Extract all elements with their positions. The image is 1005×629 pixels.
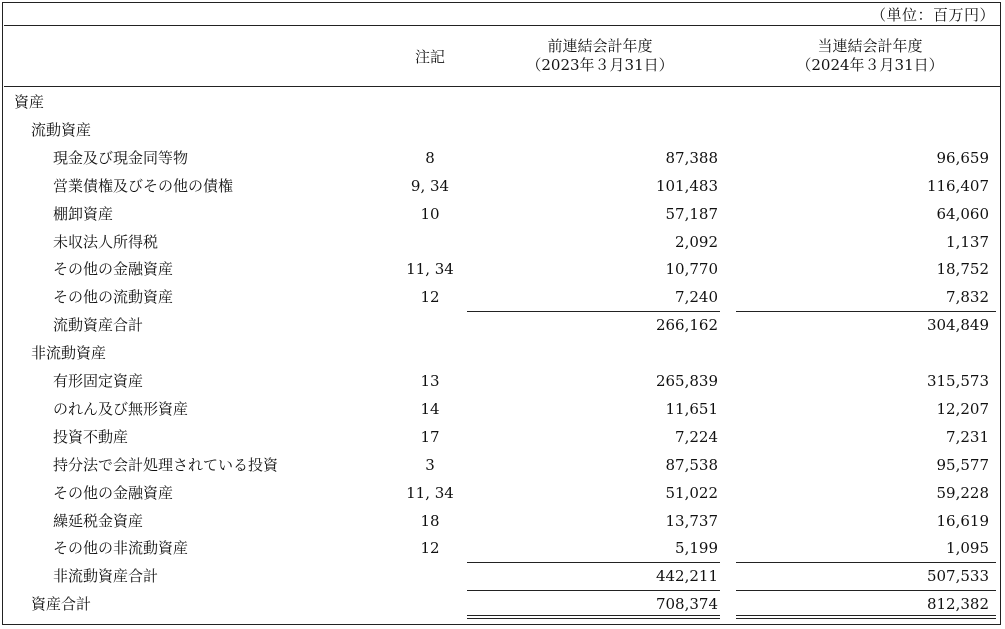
row-label: その他の非流動資産	[53, 539, 189, 558]
header-bottom-rule	[4, 86, 1001, 87]
row-prev-value: 87,388	[665, 148, 718, 167]
table-row	[0, 283, 1001, 311]
table-row	[0, 562, 1001, 590]
row-note: 11, 34	[406, 483, 454, 502]
row-label: 現金及び現金同等物	[53, 148, 189, 167]
row-curr-value: 64,060	[936, 204, 989, 223]
table-row	[0, 590, 1001, 618]
header-note: 注記	[414, 48, 445, 66]
table-row	[0, 88, 1001, 116]
table-row	[0, 534, 1001, 562]
table-row	[0, 479, 1001, 507]
row-label: その他の金融資産	[53, 260, 174, 279]
row-prev-value: 266,162	[655, 316, 718, 335]
table-row	[0, 395, 1001, 423]
total-assets-rule-prev	[467, 590, 720, 591]
row-curr-value: 7,231	[946, 427, 989, 446]
table-row	[0, 144, 1001, 172]
row-curr-value: 16,619	[936, 511, 989, 530]
row-note: 13	[420, 372, 440, 390]
total-assets-rule-curr	[736, 590, 996, 591]
row-curr-value: 1,095	[946, 539, 989, 558]
table-row	[0, 200, 1001, 228]
row-curr-value: 12,207	[936, 399, 989, 418]
row-note: 9, 34	[410, 176, 450, 195]
current-assets-subtotal-rule-prev	[467, 311, 720, 312]
row-label: 資産	[14, 93, 45, 111]
row-prev-value: 2,092	[675, 232, 718, 251]
row-note: 8	[425, 148, 435, 167]
table-row	[0, 339, 1001, 367]
table-row	[0, 507, 1001, 535]
row-prev-value: 87,538	[665, 455, 718, 474]
total-assets-double-rule-b-prev	[467, 618, 720, 619]
header-curr-title: 当連結会計年度	[817, 37, 923, 55]
table-row	[0, 311, 1001, 339]
table-row	[0, 116, 1001, 144]
row-label: 資産合計	[31, 595, 92, 614]
header-curr-date: （2024年３月31日）	[796, 56, 944, 74]
table-row	[0, 367, 1001, 395]
row-curr-value: 507,533	[926, 567, 989, 586]
row-curr-value: 812,382	[926, 595, 989, 614]
row-prev-value: 51,022	[665, 483, 718, 502]
row-note: 17	[420, 427, 440, 446]
row-prev-value: 7,240	[675, 288, 718, 307]
row-prev-value: 708,374	[655, 595, 718, 614]
row-curr-value: 7,832	[946, 288, 989, 307]
table-row	[0, 255, 1001, 283]
header-prev-title: 前連結会計年度	[547, 37, 653, 55]
row-label: その他の金融資産	[53, 483, 174, 502]
row-curr-value: 315,573	[926, 372, 989, 390]
table-row	[0, 423, 1001, 451]
row-prev-value: 5,199	[675, 539, 718, 558]
row-label: 繰延税金資産	[53, 511, 144, 530]
row-label: 非流動資産	[31, 344, 107, 363]
row-label: 未収法人所得税	[53, 232, 159, 251]
row-note: 10	[420, 204, 440, 223]
row-prev-value: 101,483	[655, 176, 718, 195]
row-prev-value: 11,651	[665, 399, 718, 418]
row-note: 3	[425, 455, 435, 474]
row-label: 非流動資産合計	[53, 567, 159, 586]
row-label: 投資不動産	[53, 427, 129, 446]
row-prev-value: 7,224	[675, 427, 718, 446]
row-label: その他の流動資産	[53, 288, 174, 307]
noncurrent-assets-subtotal-rule-prev	[467, 562, 720, 563]
total-assets-double-rule-a-prev	[467, 615, 720, 616]
header-prev-year	[480, 37, 720, 75]
row-label: 持分法で会計処理されている投資	[53, 455, 279, 474]
table-row	[0, 451, 1001, 479]
row-curr-value: 18,752	[936, 260, 989, 279]
row-prev-value: 265,839	[655, 372, 718, 390]
row-label: 棚卸資産	[53, 204, 114, 223]
row-curr-value: 96,659	[936, 148, 989, 167]
noncurrent-assets-subtotal-rule-curr	[736, 562, 996, 563]
row-label: 有形固定資産	[53, 372, 144, 390]
row-curr-value: 95,577	[936, 455, 989, 474]
row-curr-value: 116,407	[926, 176, 989, 195]
current-assets-subtotal-rule-curr	[736, 311, 996, 312]
row-note: 12	[420, 288, 440, 307]
row-prev-value: 10,770	[665, 260, 718, 279]
row-note: 11, 34	[406, 260, 454, 279]
row-prev-value: 13,737	[665, 511, 718, 530]
row-label: 流動資産合計	[53, 316, 144, 335]
header-curr-year	[750, 37, 990, 75]
unit-label: （単位：百万円）	[870, 6, 995, 24]
row-note: 12	[420, 539, 440, 558]
row-prev-value: 442,211	[655, 567, 718, 586]
total-assets-double-rule-a-curr	[736, 615, 996, 616]
table-row	[0, 228, 1001, 256]
row-note: 14	[420, 399, 440, 418]
table-row	[0, 172, 1001, 200]
row-curr-value: 1,137	[946, 232, 989, 251]
total-assets-double-rule-b-curr	[736, 618, 996, 619]
header-top-rule	[4, 25, 1001, 26]
row-curr-value: 304,849	[926, 316, 989, 335]
row-prev-value: 57,187	[665, 204, 718, 223]
row-note: 18	[420, 511, 440, 530]
row-label: のれん及び無形資産	[53, 399, 189, 418]
row-label: 営業債権及びその他の債権	[53, 176, 234, 195]
header-prev-date: （2023年３月31日）	[526, 56, 674, 74]
row-label: 流動資産	[31, 120, 92, 139]
row-curr-value: 59,228	[936, 483, 989, 502]
